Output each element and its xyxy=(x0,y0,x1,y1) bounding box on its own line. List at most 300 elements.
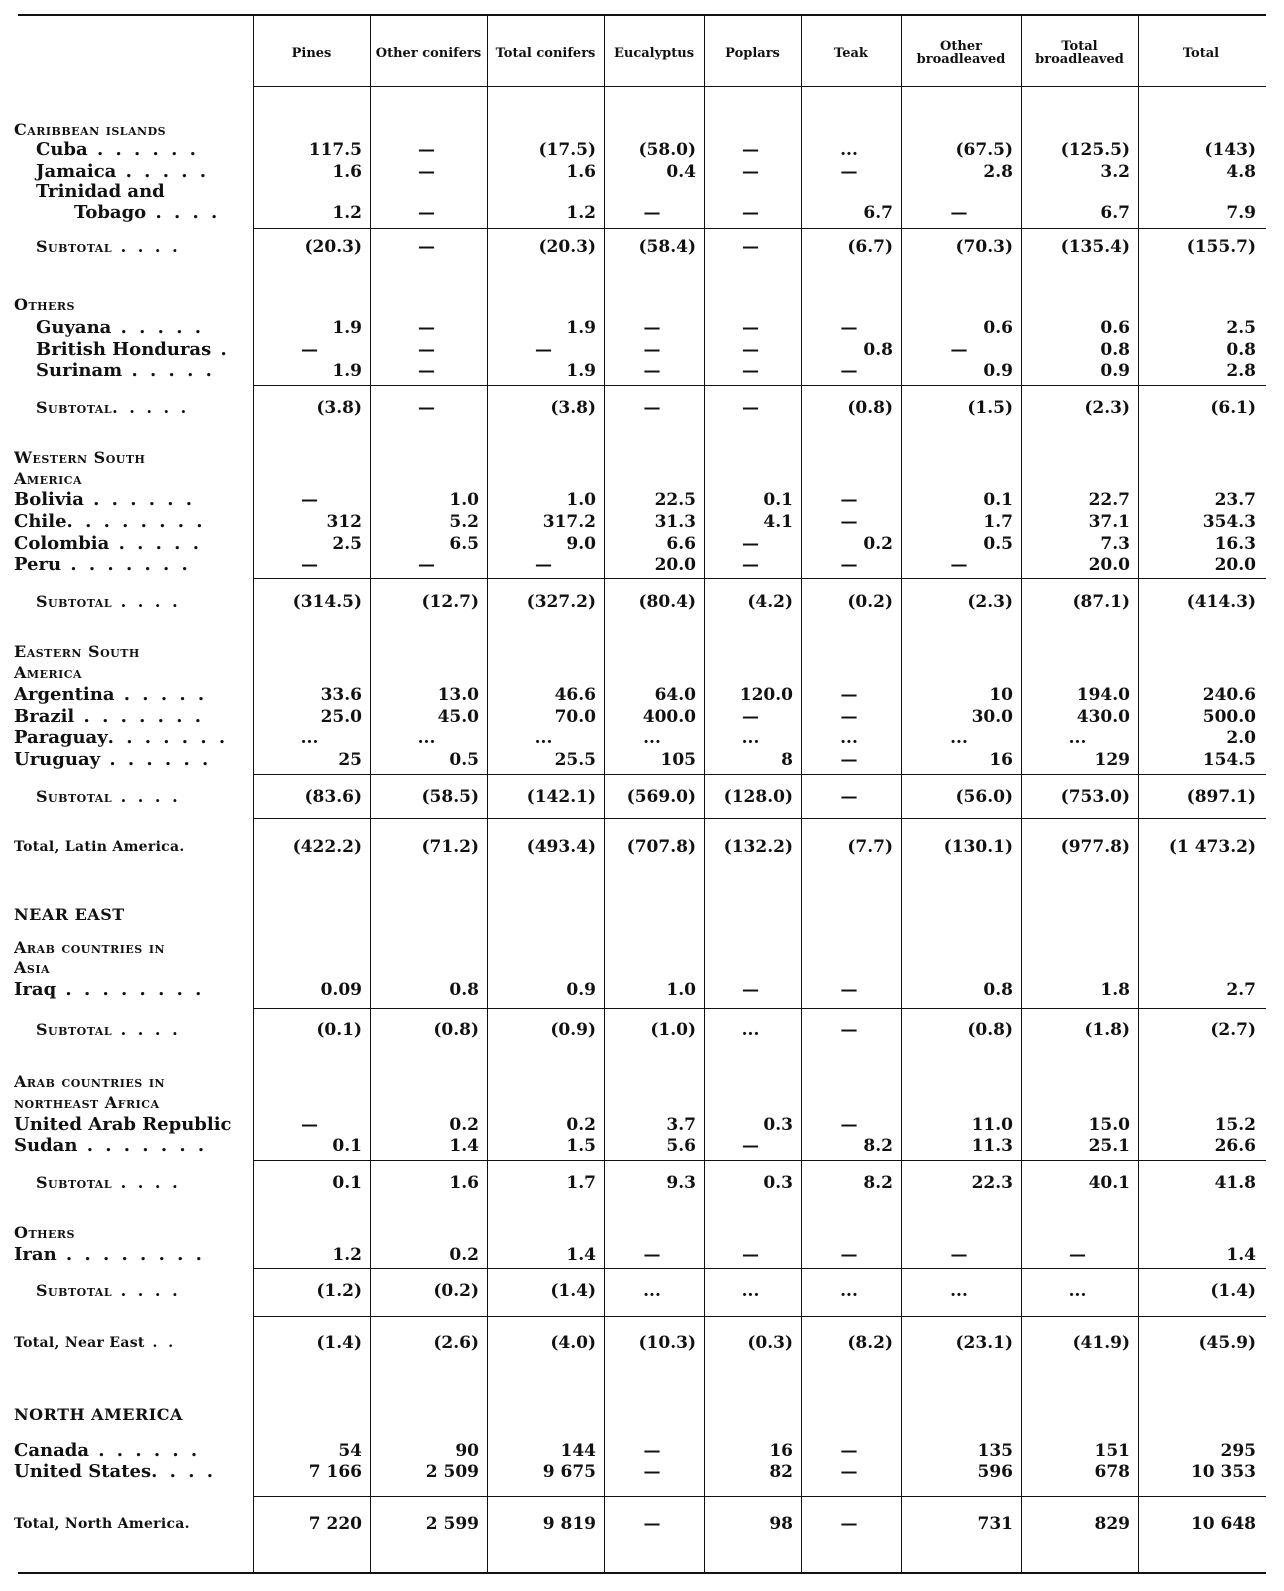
row-label xyxy=(14,295,250,315)
column-divider xyxy=(901,16,902,1572)
table-cell: ... xyxy=(840,140,858,160)
table-cell: (12.7) xyxy=(421,592,479,612)
table-cell: 8.2 xyxy=(863,1173,893,1193)
column-divider xyxy=(370,16,371,1572)
table-cell: 10 xyxy=(989,685,1013,705)
row-label-text: Guyana xyxy=(36,318,112,338)
table-cell: (71.2) xyxy=(421,837,479,857)
table-cell: 731 xyxy=(977,1514,1013,1534)
row-label-text: Cuba xyxy=(36,140,88,160)
row-label xyxy=(14,1245,250,1265)
row-label xyxy=(14,663,250,683)
table-cell: — xyxy=(643,1441,661,1461)
table-cell: 1.2 xyxy=(332,203,362,223)
table-cell: (6.1) xyxy=(1210,398,1256,418)
table-cell: — xyxy=(643,1245,661,1265)
table-cell: — xyxy=(301,555,318,575)
table-cell: — xyxy=(840,685,858,705)
leader-dots: . . . . . . . xyxy=(74,707,204,727)
table-cell: (132.2) xyxy=(723,837,793,857)
table-cell: 2.5 xyxy=(332,534,362,554)
row-rule xyxy=(253,385,1266,386)
table-cell: (143) xyxy=(1204,140,1256,160)
table-cell: 70.0 xyxy=(554,707,596,727)
table-cell: (125.5) xyxy=(1060,140,1130,160)
table-cell: — xyxy=(742,707,759,727)
table-cell: — xyxy=(301,340,318,360)
table-cell: (87.1) xyxy=(1072,592,1130,612)
column-header: Total xyxy=(1182,45,1220,61)
table-cell: (314.5) xyxy=(292,592,362,612)
table-cell: 26.6 xyxy=(1214,1136,1256,1156)
row-label-text: Total, Latin America. xyxy=(14,839,185,855)
table-cell: 7.3 xyxy=(1100,534,1130,554)
table-cell: (422.2) xyxy=(292,837,362,857)
table-cell: 22.3 xyxy=(971,1173,1013,1193)
row-label xyxy=(14,162,250,182)
row-label xyxy=(14,120,250,140)
row-label-text: Arab countries in xyxy=(14,1072,166,1091)
table-cell: 9 675 xyxy=(542,1462,596,1482)
table-cell: (1.5) xyxy=(967,398,1013,418)
table-cell: (1.4) xyxy=(1210,1281,1256,1301)
row-label-text: Total, North America xyxy=(14,1516,185,1532)
table-cell: 0.9 xyxy=(983,361,1013,381)
table-cell: — xyxy=(742,398,759,418)
table-cell: 596 xyxy=(977,1462,1013,1482)
table-cell: — xyxy=(742,162,759,182)
table-cell: 22.5 xyxy=(654,490,696,510)
table-cell: 16 xyxy=(769,1441,793,1461)
table-cell: (58.0) xyxy=(638,140,696,160)
table-cell: — xyxy=(950,555,968,575)
row-label-text: Subtotal xyxy=(36,237,113,256)
row-label-text: northeast Africa xyxy=(14,1093,160,1112)
table-cell: 15.0 xyxy=(1088,1115,1130,1135)
row-label-text: Jamaica xyxy=(36,162,117,182)
table-cell: 151 xyxy=(1094,1441,1130,1461)
table-cell: — xyxy=(301,1115,318,1135)
table-cell: 1.8 xyxy=(1100,980,1130,1000)
table-cell: — xyxy=(840,555,858,575)
table-cell: — xyxy=(840,361,858,381)
table-cell: 0.1 xyxy=(983,490,1013,510)
row-label xyxy=(14,980,250,1000)
row-label xyxy=(14,555,250,575)
table-cell: 0.6 xyxy=(983,318,1013,338)
table-cell: 22.7 xyxy=(1088,490,1130,510)
table-cell: 9 819 xyxy=(542,1514,596,1534)
table-cell: 117.5 xyxy=(308,140,362,160)
table-cell: (2.7) xyxy=(1210,1020,1256,1040)
table-cell: — xyxy=(840,490,858,510)
row-label-text: Paraguay xyxy=(14,728,108,748)
row-rule xyxy=(253,1316,1266,1317)
table-cell: 7 220 xyxy=(308,1514,362,1534)
table-cell: — xyxy=(840,750,858,770)
table-cell: 25.1 xyxy=(1088,1136,1130,1156)
table-cell: 120.0 xyxy=(739,685,793,705)
table-cell: (1.0) xyxy=(650,1020,696,1040)
table-cell: 317.2 xyxy=(542,512,596,532)
table-cell: (1.4) xyxy=(550,1281,596,1301)
table-cell: 0.2 xyxy=(449,1245,479,1265)
table-cell: 0.5 xyxy=(449,750,479,770)
table-cell: ... xyxy=(950,728,968,748)
leader-dots: . . . . . . . . xyxy=(66,512,206,532)
table-cell: 8 xyxy=(781,750,793,770)
leader-dots: . . . . xyxy=(112,1281,181,1300)
table-cell: (7.7) xyxy=(847,837,893,857)
table-cell: 5.6 xyxy=(666,1136,696,1156)
table-cell: 0.1 xyxy=(763,490,793,510)
table-cell: 1.9 xyxy=(332,318,362,338)
table-cell: (3.8) xyxy=(316,398,362,418)
column-divider xyxy=(1021,16,1022,1572)
row-label xyxy=(14,1441,250,1461)
row-label xyxy=(14,750,250,770)
table-cell: (2.3) xyxy=(1084,398,1130,418)
table-cell: 0.2 xyxy=(566,1115,596,1135)
table-cell: 194.0 xyxy=(1076,685,1130,705)
table-cell: (493.4) xyxy=(526,837,596,857)
row-label-text: Subtotal xyxy=(36,787,113,806)
table-cell: — xyxy=(742,980,759,1000)
row-label xyxy=(14,787,250,807)
column-header: Other conifers xyxy=(375,45,482,61)
table-cell: 37.1 xyxy=(1088,512,1130,532)
table-cell: 0.6 xyxy=(1100,318,1130,338)
row-label-text: Chile xyxy=(14,512,67,532)
row-label xyxy=(14,534,250,554)
table-cell: 0.4 xyxy=(666,162,696,182)
table-cell: 430.0 xyxy=(1076,707,1130,727)
row-label-text: Western South xyxy=(14,448,146,467)
top-rule xyxy=(18,14,1266,16)
column-divider xyxy=(704,16,705,1572)
row-label xyxy=(14,1136,250,1156)
table-cell: — xyxy=(742,555,759,575)
row-label-text: Peru xyxy=(14,555,62,575)
table-cell: 9.3 xyxy=(666,1173,696,1193)
table-cell: 6.7 xyxy=(863,203,893,223)
row-label-text: Iraq xyxy=(14,980,57,1000)
column-header: Total broadleaved xyxy=(1035,39,1124,67)
table-cell: — xyxy=(840,512,858,532)
table-cell: (1.8) xyxy=(1084,1020,1130,1040)
row-label-text: Eastern South xyxy=(14,642,140,661)
table-cell: — xyxy=(301,490,318,510)
table-cell: 25.5 xyxy=(554,750,596,770)
table-cell: 2 599 xyxy=(425,1514,479,1534)
table-cell: (414.3) xyxy=(1186,592,1256,612)
row-rule xyxy=(253,1496,1266,1497)
row-label-text: NEAR EAST xyxy=(14,905,125,924)
row-rule xyxy=(253,228,1266,229)
table-cell: 11.3 xyxy=(971,1136,1013,1156)
table-cell: (70.3) xyxy=(955,237,1013,257)
leader-dots: . . . . xyxy=(112,787,181,806)
row-label-text: America xyxy=(14,469,83,488)
table-cell: 0.1 xyxy=(332,1173,362,1193)
table-cell: — xyxy=(643,1514,661,1534)
table-cell: 33.6 xyxy=(320,685,362,705)
table-cell: (0.2) xyxy=(847,592,893,612)
table-cell: ... xyxy=(840,1281,858,1301)
row-rule xyxy=(253,774,1266,775)
table-cell: (0.1) xyxy=(316,1020,362,1040)
row-rule xyxy=(253,578,1266,579)
table-cell: 1.0 xyxy=(666,980,696,1000)
table-cell: 16 xyxy=(989,750,1013,770)
row-label-text: Uruguay xyxy=(14,750,101,770)
table-cell: 1.5 xyxy=(566,1136,596,1156)
table-cell: (45.9) xyxy=(1198,1333,1256,1353)
table-cell: 829 xyxy=(1094,1514,1130,1534)
table-cell: (0.2) xyxy=(433,1281,479,1301)
leader-dots: . . . . . xyxy=(109,534,202,554)
row-label xyxy=(14,318,250,338)
table-cell: 2 509 xyxy=(425,1462,479,1482)
table-cell: — xyxy=(840,787,858,807)
table-cell: 1.7 xyxy=(566,1173,596,1193)
table-cell: (1 473.2) xyxy=(1168,837,1256,857)
table-cell: — xyxy=(418,140,435,160)
table-cell: — xyxy=(418,340,435,360)
table-cell: 354.3 xyxy=(1202,512,1256,532)
row-rule xyxy=(253,1008,1266,1009)
row-label xyxy=(14,728,250,748)
table-cell: — xyxy=(840,318,858,338)
leader-dots: . . . . xyxy=(112,1020,181,1039)
row-label-text: Subtotal xyxy=(36,1281,113,1300)
table-cell: (753.0) xyxy=(1060,787,1130,807)
table-cell: — xyxy=(643,318,661,338)
table-cell: (41.9) xyxy=(1072,1333,1130,1353)
table-cell: 1.2 xyxy=(332,1245,362,1265)
row-label xyxy=(14,1072,250,1092)
table-cell: (4.0) xyxy=(550,1333,596,1353)
leader-dots: . . . . . . . . xyxy=(56,1245,205,1265)
table-cell: — xyxy=(840,707,858,727)
table-cell: (67.5) xyxy=(955,140,1013,160)
row-label-text: Bolivia xyxy=(14,490,84,510)
table-cell: ... xyxy=(840,728,858,748)
table-cell: 0.8 xyxy=(863,340,893,360)
row-label xyxy=(14,203,250,223)
table-cell: (977.8) xyxy=(1060,837,1130,857)
table-cell: — xyxy=(840,1441,858,1461)
table-cell: 4.8 xyxy=(1226,162,1256,182)
table-cell: (0.3) xyxy=(747,1333,793,1353)
leader-dots: . . . . xyxy=(112,592,181,611)
row-label-text: British Honduras xyxy=(36,340,212,360)
table-cell: 1.9 xyxy=(566,318,596,338)
table-cell: — xyxy=(742,203,759,223)
table-cell: (56.0) xyxy=(955,787,1013,807)
row-label xyxy=(14,182,250,202)
leader-dots: . . . . . xyxy=(112,398,190,417)
table-cell: — xyxy=(535,555,552,575)
table-cell: ... xyxy=(417,728,436,748)
table-cell: — xyxy=(950,340,968,360)
leader-dots: . xyxy=(184,1516,193,1532)
leader-dots: . . xyxy=(144,1335,177,1351)
table-cell: — xyxy=(840,1514,858,1534)
table-cell: (2.3) xyxy=(967,592,1013,612)
leader-dots: . . . . . . . . xyxy=(56,980,205,1000)
table-cell: (327.2) xyxy=(526,592,596,612)
table-cell: (23.1) xyxy=(955,1333,1013,1353)
table-cell: — xyxy=(950,203,968,223)
column-divider xyxy=(604,16,605,1572)
table-cell: 31.3 xyxy=(654,512,696,532)
table-cell: 0.5 xyxy=(983,534,1013,554)
row-label xyxy=(14,1020,250,1040)
table-cell: 13.0 xyxy=(437,685,479,705)
leader-dots: . . . . . . . xyxy=(61,555,191,575)
table-cell: 25.0 xyxy=(320,707,362,727)
table-cell: — xyxy=(840,980,858,1000)
table-cell: 1.6 xyxy=(449,1173,479,1193)
table-cell: 1.4 xyxy=(1226,1245,1256,1265)
table-cell: 46.6 xyxy=(554,685,596,705)
table-cell: (17.5) xyxy=(538,140,596,160)
table-cell: 8.2 xyxy=(863,1136,893,1156)
table-cell: 1.6 xyxy=(566,162,596,182)
table-cell: 6.6 xyxy=(666,534,696,554)
table-cell: (58.5) xyxy=(421,787,479,807)
table-cell: 10 648 xyxy=(1190,1514,1256,1534)
table-cell: ... xyxy=(534,728,553,748)
table-cell: 30.0 xyxy=(971,707,1013,727)
table-cell: — xyxy=(840,1245,858,1265)
leader-dots: . . . . . . . xyxy=(107,728,229,748)
row-label xyxy=(14,592,250,612)
table-cell: 129 xyxy=(1094,750,1130,770)
table-cell: 7 166 xyxy=(308,1462,362,1482)
row-label xyxy=(14,1514,250,1534)
table-cell: 2.7 xyxy=(1226,980,1256,1000)
table-cell: 295 xyxy=(1220,1441,1256,1461)
column-divider xyxy=(487,16,488,1572)
row-label-text: Trinidad and xyxy=(36,182,165,202)
leader-dots: . . . . xyxy=(146,203,221,223)
table-cell: (707.8) xyxy=(626,837,696,857)
leader-dots: . . . . . . xyxy=(89,1441,201,1461)
column-divider xyxy=(253,16,254,1572)
table-cell: (58.4) xyxy=(638,237,696,257)
table-cell: 6.7 xyxy=(1100,203,1130,223)
column-header: Pines xyxy=(291,45,332,61)
table-cell: 1.0 xyxy=(449,490,479,510)
row-label-text: Subtotal xyxy=(36,1020,113,1039)
column-header: Eucalyptus xyxy=(613,45,695,61)
row-label-text: Arab countries in xyxy=(14,938,166,957)
row-rule xyxy=(253,818,1266,819)
table-cell: ... xyxy=(741,1020,760,1040)
table-cell: 1.0 xyxy=(566,490,596,510)
row-label xyxy=(14,1333,250,1353)
column-header: Poplars xyxy=(725,45,780,61)
table-cell: 0.8 xyxy=(1226,340,1256,360)
table-cell: 1.9 xyxy=(566,361,596,381)
table-cell: 0.1 xyxy=(332,1136,362,1156)
table-cell: — xyxy=(418,203,435,223)
table-cell: — xyxy=(950,1245,968,1265)
table-cell: 23.7 xyxy=(1214,490,1256,510)
table-cell: — xyxy=(418,555,435,575)
row-label-text: NORTH AMERICA xyxy=(14,1405,183,1424)
table-cell: (0.8) xyxy=(847,398,893,418)
table-cell: — xyxy=(840,162,858,182)
table-cell: 9.0 xyxy=(566,534,596,554)
table-cell: 0.2 xyxy=(863,534,893,554)
table-cell: ... xyxy=(1068,1281,1087,1301)
table-cell: — xyxy=(643,340,661,360)
table-cell: 400.0 xyxy=(642,707,696,727)
row-label-text: Total, Near East xyxy=(14,1335,145,1351)
row-rule xyxy=(253,86,1266,87)
row-label xyxy=(14,361,250,381)
table-cell: 5.2 xyxy=(449,512,479,532)
table-cell: (1.2) xyxy=(316,1281,362,1301)
row-label-text: Subtotal xyxy=(36,398,113,417)
row-label xyxy=(14,1223,250,1243)
table-cell: 41.8 xyxy=(1214,1173,1256,1193)
table-cell: — xyxy=(418,398,435,418)
table-cell: 0.09 xyxy=(320,980,362,1000)
table-cell: — xyxy=(418,237,435,257)
leader-dots: . . . . xyxy=(112,1173,181,1192)
table-cell: (20.3) xyxy=(304,237,362,257)
row-label xyxy=(14,512,250,532)
row-label xyxy=(14,1115,250,1135)
row-label-text: Sudan xyxy=(14,1136,78,1156)
column-header: Teak xyxy=(834,45,868,61)
table-cell: (2.6) xyxy=(433,1333,479,1353)
table-cell: — xyxy=(742,237,759,257)
row-label xyxy=(14,140,250,160)
table-cell: (0.9) xyxy=(550,1020,596,1040)
table-cell: 6.5 xyxy=(449,534,479,554)
row-label-text: America xyxy=(14,663,83,682)
row-label-text: Caribbean islands xyxy=(14,120,167,139)
leader-dots: . . . . . . xyxy=(83,490,196,510)
table-cell: — xyxy=(643,361,661,381)
leader-dots: . . . . . xyxy=(114,685,208,705)
row-label-text: Colombia xyxy=(14,534,110,554)
table-cell: 1.9 xyxy=(332,361,362,381)
row-label-text: Tobago xyxy=(74,203,147,223)
table-cell: ... xyxy=(300,728,319,748)
row-label-text: Iran xyxy=(14,1245,57,1265)
table-cell: (80.4) xyxy=(638,592,696,612)
table-cell: 0.9 xyxy=(1100,361,1130,381)
table-cell: — xyxy=(643,203,661,223)
table-cell: 90 xyxy=(455,1441,479,1461)
table-cell: — xyxy=(1069,1245,1086,1265)
table-cell: 678 xyxy=(1094,1462,1130,1482)
table-cell: 11.0 xyxy=(971,1115,1013,1135)
row-label xyxy=(14,938,250,958)
table-cell: (1.4) xyxy=(316,1333,362,1353)
table-cell: 1.7 xyxy=(983,512,1013,532)
table-cell: 1.4 xyxy=(449,1136,479,1156)
table-cell: (130.1) xyxy=(943,837,1013,857)
table-cell: 3.2 xyxy=(1100,162,1130,182)
table-cell: 64.0 xyxy=(654,685,696,705)
